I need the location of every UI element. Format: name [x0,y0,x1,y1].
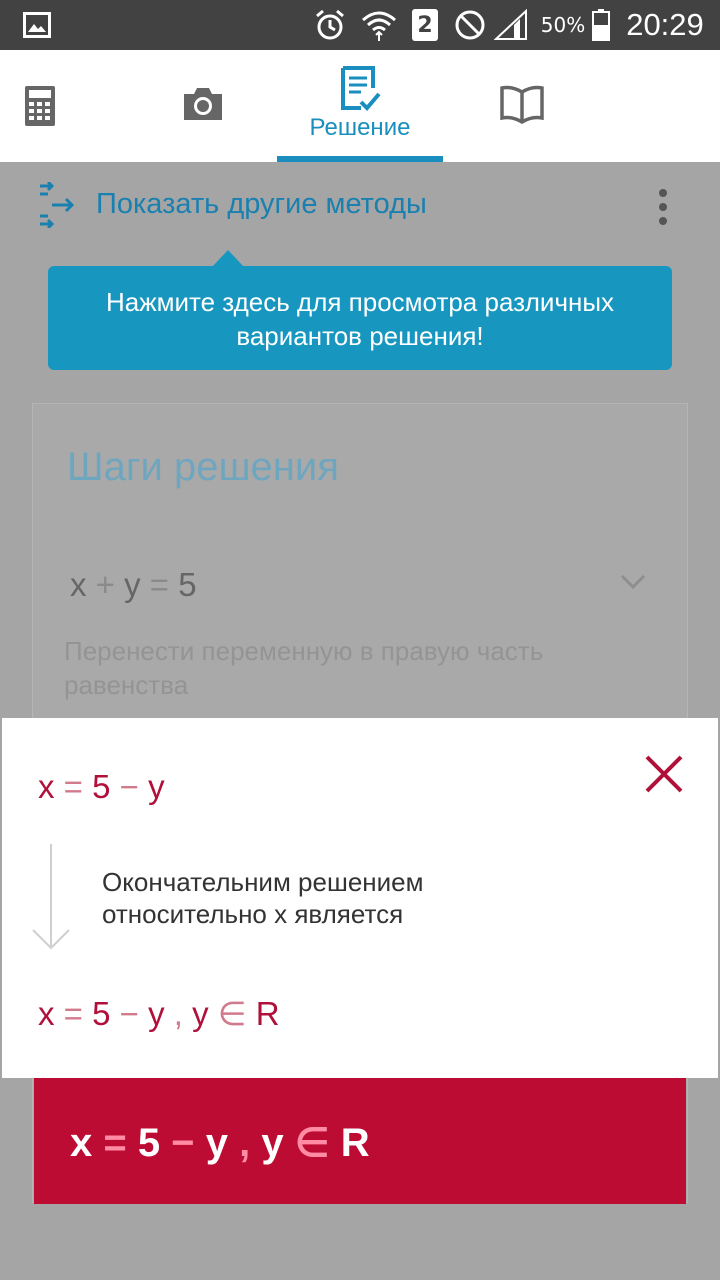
show-methods-row[interactable] [0,162,720,252]
eq-term: x [38,995,55,1032]
wifi-icon [358,0,400,50]
eq-operator: , [173,995,183,1032]
sim-badge: 2 [410,0,440,50]
tooltip-line-2: вариантов решения! [236,321,484,351]
more-vert-icon[interactable] [656,188,670,226]
eq-term: R [340,1121,370,1165]
popup-description-line-2: относительно x является [102,899,404,929]
step-equation[interactable] [70,566,197,604]
popup-final-equation [38,994,280,1033]
close-icon[interactable] [644,754,684,794]
book-icon [499,84,545,124]
do-not-disturb-icon [452,0,488,50]
eq-term: R [255,995,280,1032]
eq-operator: = [103,1121,127,1165]
eq-operator: = [63,995,83,1032]
eq-operator: ∈ [294,1121,330,1165]
eq-term: y [261,1121,284,1165]
popup-description [102,866,424,930]
battery-percent: 50% [540,13,586,37]
calculator-icon [25,86,55,126]
eq-term: 5 [137,1121,161,1165]
eq-operator: − [119,768,139,805]
solution-icon [339,66,381,112]
eq-operator: − [119,995,139,1032]
tab-bar [0,50,720,162]
popup-description-line-1: Окончательним решением [102,867,424,897]
eq-term: y [192,995,209,1032]
arrow-down-icon [30,842,72,952]
eq-operator: = [63,768,83,805]
result-equation [70,1120,370,1166]
eq-operator: , [239,1121,251,1165]
eq-operator: − [171,1121,195,1165]
show-methods-label: Показать другие методы [96,188,427,220]
methods-arrows-icon [38,182,74,228]
eq-operator: = [149,566,170,603]
tab-solution[interactable] [277,50,443,162]
eq-term: y [124,566,141,603]
eq-operator: + [95,566,115,603]
popup-equation [38,768,165,806]
clock: 20:29 [626,7,704,42]
eq-term: y [205,1121,228,1165]
eq-term: 5 [178,566,197,603]
gallery-notification-icon [20,0,54,50]
tab-book[interactable] [480,50,570,162]
camera-icon [182,86,224,122]
eq-operator: ∈ [217,995,247,1032]
eq-term: 5 [92,995,111,1032]
eq-term: y [148,995,165,1032]
step-description [64,634,543,702]
step-description-line-2: равенства [64,670,189,700]
eq-term: x [70,566,87,603]
step-description-line-1: Перенести переменную в правую часть [64,636,544,666]
tab-solution-label: Решение [309,114,411,141]
battery-icon [590,0,612,50]
tab-calculator[interactable] [0,50,82,162]
tooltip-arrow [212,250,244,267]
methods-tooltip[interactable] [48,266,672,370]
eq-term: x [70,1121,93,1165]
status-bar [0,0,720,50]
tooltip-line-1: Нажмите здесь для просмотра различных [105,287,615,317]
eq-term: x [38,768,55,805]
eq-term: y [148,768,165,805]
chevron-down-icon[interactable] [620,574,646,590]
steps-title: Шаги решения [67,445,339,489]
eq-term: 5 [92,768,111,805]
signal-icon [492,0,530,50]
tab-camera[interactable] [150,50,260,162]
alarm-icon [310,0,350,50]
